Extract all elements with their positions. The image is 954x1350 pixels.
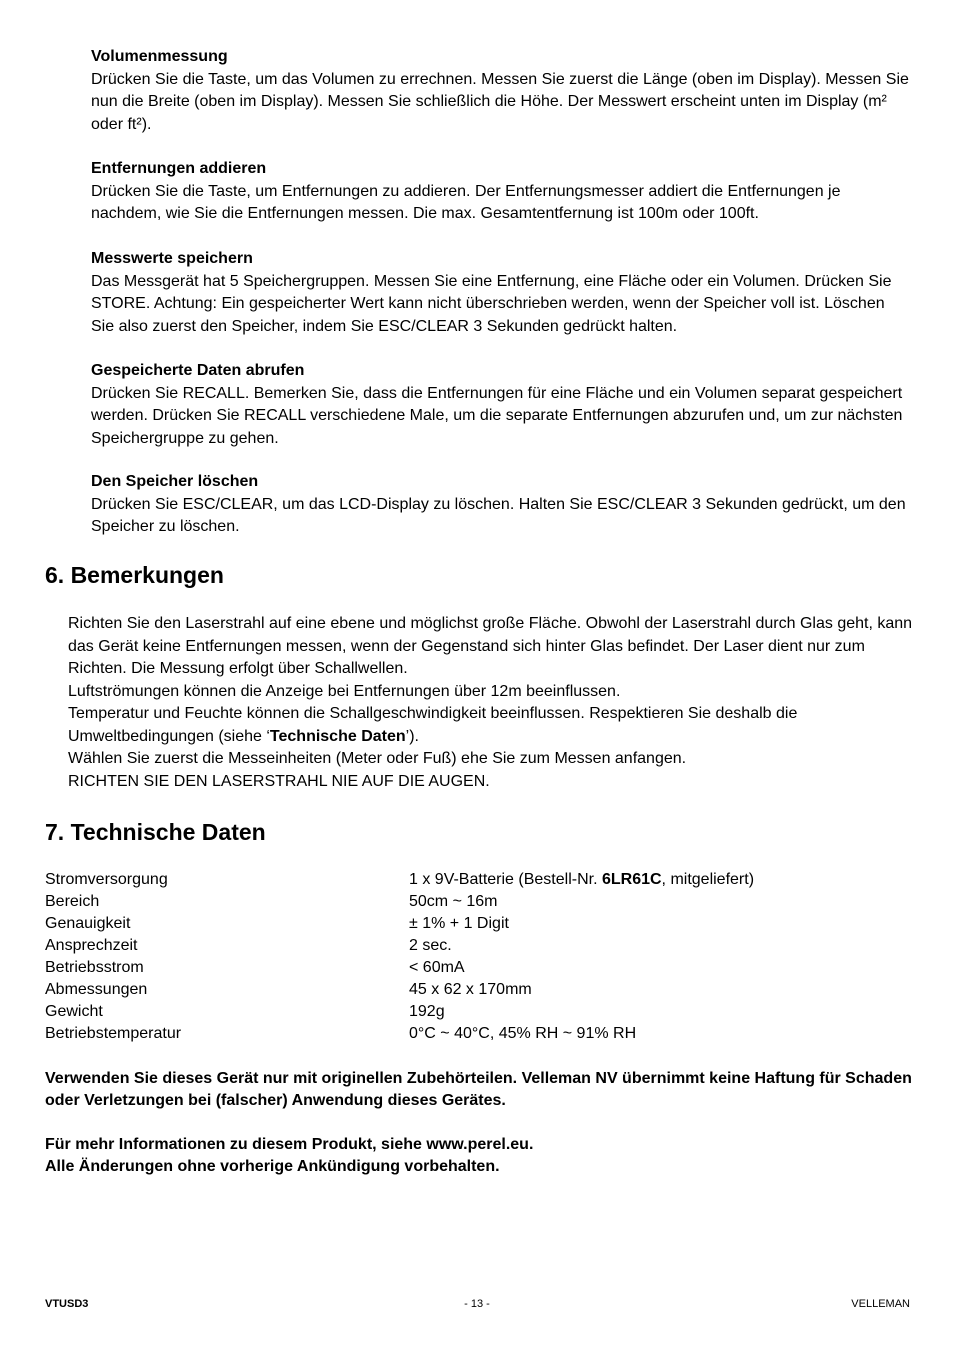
- remarks-body: [68, 613, 918, 793]
- spec-value: 45 x 62 x 170mm: [409, 981, 532, 998]
- section-volumenmessung: [91, 46, 911, 136]
- spec-table: [45, 869, 925, 1045]
- remark-reference: Technische Daten: [269, 727, 406, 745]
- footer-model: VTUSD3: [45, 1298, 89, 1310]
- spec-value-text: , mitgeliefert): [661, 871, 755, 888]
- spec-row: [45, 957, 925, 979]
- spec-row: [45, 1001, 925, 1023]
- section-daten-abrufen: [91, 360, 911, 450]
- section-title: Volumenmessung: [91, 48, 228, 65]
- footer-brand: VELLEMAN: [851, 1298, 910, 1310]
- spec-value-text: 1 x 9V-Batterie (Bestell-Nr.: [409, 871, 602, 888]
- notice-text: Verwenden Sie dieses Gerät nur mit originellen Zubehörteilen. Velleman NV übernimmt keine Haftung für Schaden oder Verletzungen bei (falscher) Anwendung dieses Gerätes.: [45, 1070, 912, 1109]
- spec-row: [45, 1023, 925, 1045]
- remark-text: Temperatur und Feuchte können die Schallgeschwindigkeit beeinflussen. Respektieren Sie deshalb die Umweltbedingungen (siehe ‘: [68, 705, 798, 745]
- remark-paragraph: [68, 703, 918, 748]
- remark-paragraph: Wählen Sie zuerst die Messeinheiten (Meter oder Fuß) ehe Sie zum Messen anfangen.: [68, 750, 687, 767]
- spec-value: 2 sec.: [409, 937, 452, 954]
- spec-label: Ansprechzeit: [45, 937, 138, 954]
- spec-label: Betriebstemperatur: [45, 1025, 182, 1042]
- section-title: Messwerte speichern: [91, 250, 253, 267]
- remark-paragraph: Luftströmungen können die Anzeige bei Entfernungen über 12m beeinflussen.: [68, 682, 621, 700]
- section-speicher-loeschen: [91, 471, 911, 539]
- notice-text: Alle Änderungen ohne vorherige Ankündigung vorbehalten.: [45, 1158, 500, 1175]
- footer-page-number: - 13 -: [464, 1298, 490, 1310]
- spec-value: < 60mA: [409, 959, 465, 976]
- spec-label: Bereich: [45, 893, 100, 910]
- section-title: Gespeicherte Daten abrufen: [91, 362, 305, 379]
- spec-row: [45, 913, 925, 935]
- info-notice: [45, 1134, 925, 1178]
- section-text: Drücken Sie RECALL. Bemerken Sie, dass die Entfernungen für eine Fläche und ein Volumen separat gespeichert werden. Drücken Sie RECALL verschiedene Male, um die separate Entfernungen abzurufen und, um zur nächsten Speichergruppe zu gehen.: [91, 384, 903, 447]
- spec-label: Stromversorgung: [45, 871, 168, 888]
- spec-label: Abmessungen: [45, 981, 148, 998]
- spec-value: ± 1% + 1 Digit: [409, 915, 509, 932]
- section-title: Den Speicher löschen: [91, 473, 259, 490]
- liability-notice: [45, 1068, 925, 1112]
- spec-label: Betriebsstrom: [45, 959, 144, 976]
- section-text: Drücken Sie die Taste, um Entfernungen zu addieren. Der Entfernungsmesser addiert die Entfernungen je nachdem, wie Sie die Entfernungen messen. Die max. Gesamtentfernung ist 100m oder 100ft.: [91, 182, 841, 222]
- heading-technische-daten: 7. Technische Daten: [45, 819, 266, 845]
- spec-value-order-number: 6LR61C: [601, 871, 662, 888]
- remark-warning: RICHTEN SIE DEN LASERSTRAHL NIE AUF DIE AUGEN.: [68, 772, 490, 790]
- spec-row: [45, 869, 925, 891]
- section-entfernungen-addieren: [91, 158, 911, 226]
- remark-text: ’).: [405, 727, 419, 745]
- spec-value: [409, 869, 754, 891]
- spec-row: [45, 979, 925, 1001]
- spec-value: 50cm ~ 16m: [409, 893, 498, 910]
- spec-label: Genauigkeit: [45, 915, 131, 932]
- section-text: Drücken Sie die Taste, um das Volumen zu errechnen. Messen Sie zuerst die Länge (oben im Display). Messen Sie nun die Breite (oben im Display). Messen Sie schließlich die Höhe. Der Messwert erscheint unten im Display (m² oder ft²).: [91, 70, 909, 133]
- heading-bemerkungen: 6. Bemerkungen: [45, 562, 224, 588]
- remark-paragraph: Richten Sie den Laserstrahl auf eine ebene und möglichst große Fläche. Obwohl der Laserstrahl durch Glas geht, kann das Gerät keine Entfernungen messen, wenn der Gegenstand sich hinter Glas befindet. Der Laser dient nur zum Richten. Die Messung erfolgt über Schallwellen.: [68, 615, 913, 677]
- notice-text: Für mehr Informationen zu diesem Produkt, siehe www.perel.eu.: [45, 1136, 534, 1153]
- spec-label: Gewicht: [45, 1003, 103, 1020]
- spec-value: 192g: [409, 1003, 445, 1020]
- spec-row: [45, 935, 925, 957]
- section-text: Das Messgerät hat 5 Speichergruppen. Messen Sie eine Entfernung, eine Fläche oder ein Volumen. Drücken Sie STORE. Achtung: Ein gespeicherter Wert kann nicht überschrieben werden, wenn der Speicher voll ist. Löschen Sie also zuerst den Speicher, indem Sie ESC/CLEAR 3 Sekunden gedrückt halten.: [91, 272, 892, 335]
- section-text: Drücken Sie ESC/CLEAR, um das LCD-Display zu löschen. Halten Sie ESC/CLEAR 3 Sekunden gedrückt, um den Speicher zu löschen.: [91, 495, 906, 535]
- spec-row: [45, 891, 925, 913]
- section-title: Entfernungen addieren: [91, 160, 267, 177]
- spec-value: 0°C ~ 40°C, 45% RH ~ 91% RH: [409, 1025, 637, 1042]
- section-messwerte-speichern: [91, 248, 911, 338]
